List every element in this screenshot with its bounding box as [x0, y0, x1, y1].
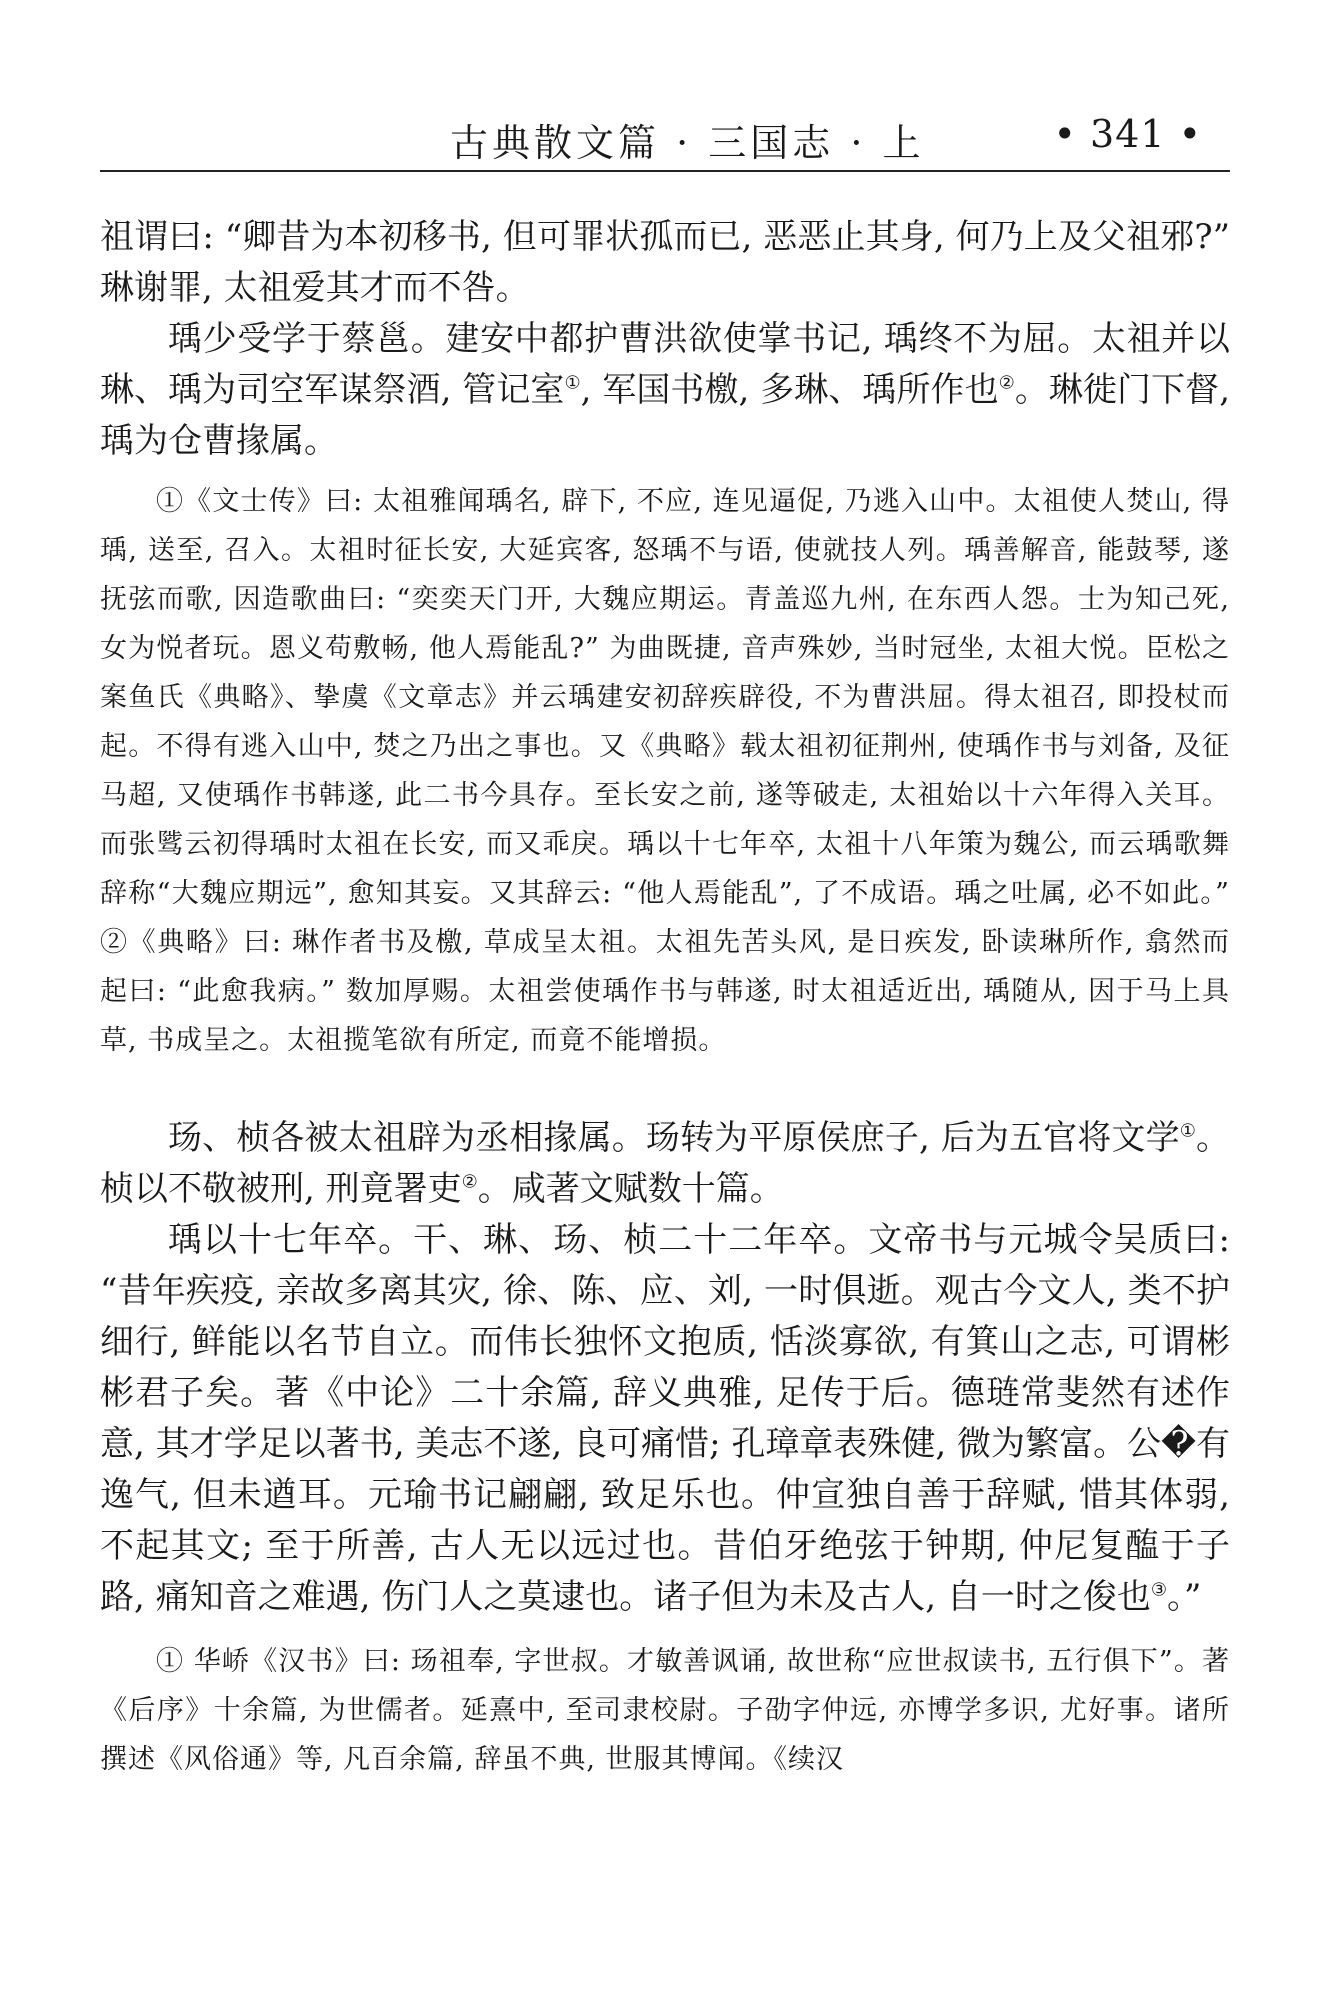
body-paragraph — [100, 1215, 1230, 1623]
body-text: 瑀以十七年卒。干、琳、玚、桢二十二年卒。文帝书与元城令吴质曰: “昔年疾疫, 亲故多离其灾, 徐、陈、应、刘, 一时俱逝。观古今文人, 类不护细行, 鲜能以名节自立。而伟长独怀文抱质, 恬淡寡欲, 有箕山之志, 可谓彬彬君子矣。著《中论》二十余篇, 辞义典雅, 足传于后。德琏常斐然有述作意, 其才学足以著书, 美志不遂, 良可痛惜; 孔璋章表殊健, 微为繁富。公�有逸气, 但未遒耳。元瑜书记翩翩, 致足乐也。仲宣独自善于辞赋, 惜其体弱, 不起其文; 至于所善, 古人无以远过也。昔伯牙绝弦于钟期, 仲尼复醢于子路, 痛知音之难遇, 伤门人之莫逮也。诸子但为未及古人, 自一时之俊也 — [100, 1220, 1230, 1617]
body-text: 。桢以不敬被刑, 刑竟署吏 — [100, 1118, 1230, 1209]
annotation-block — [100, 1637, 1230, 1784]
footnote-marker: ① — [1179, 1120, 1196, 1142]
body-text: 。咸著文赋数十篇。 — [477, 1169, 784, 1209]
footnote-marker: ③ — [1150, 1579, 1167, 1601]
body-text: 。琳徙门下督, 瑀为仓曹掾属。 — [100, 370, 1231, 461]
footnote-marker: ② — [998, 372, 1015, 394]
body-text: , 军国书檄, 多琳、瑀所作也 — [580, 370, 999, 410]
page-body — [100, 212, 1230, 1784]
body-text: 玚、桢各被太祖辟为丞相掾属。玚转为平原侯庶子, 后为五官将文学 — [168, 1118, 1180, 1158]
body-paragraph — [100, 314, 1230, 467]
page-number: • 341 • — [1053, 112, 1202, 156]
annotation-paragraph: ① 华峤《汉书》曰: 玚祖奉, 字世叔。才敏善讽诵, 故世称“应世叔读书, 五行俱下”。著《后序》十余篇, 为世儒者。延熹中, 至司隶校尉。子劭字仲远, 亦博学多识, 尤好事。诸所撰述《风俗通》等, 凡百余篇, 辞虽不典, 世服其博闻。《续汉 — [100, 1646, 1230, 1775]
running-header — [100, 112, 1230, 168]
body-text: 瑀少受学于蔡邕。建安中都护曹洪欲使掌书记, 瑀终不为屈。太祖并以琳、瑀为司空军谋祭酒, 管记室 — [100, 319, 1230, 410]
body-text: 。” — [1166, 1577, 1202, 1617]
section-gap — [100, 1065, 1230, 1113]
annotation-paragraph: ①《文士传》曰: 太祖雅闻瑀名, 辟下, 不应, 连见逼促, 乃逃入山中。太祖使人焚山, 得瑀, 送至, 召入。太祖时征长安, 大延宾客, 怒瑀不与语, 使就技人列。瑀善解音, 能鼓琴, 遂抚弦而歌, 因造歌曲曰: “奕奕天门开, 大魏应期运。青盖巡九州, 在东西人怨。士为知己死, 女为悦者玩。恩义苟敷畅, 他人焉能乱?” 为曲既捷, 音声殊妙, 当时冠坐, 太祖大悦。臣松之案鱼氏《典略》、挚虞《文章志》并云瑀建安初辞疾辟役, 不为曹洪屈。得太祖召, 即投杖而起。不得有逃入山中, 焚之乃出之事也。又《典略》载太祖初征荆州, 使瑀作书与刘备, 及征马超, 又使瑀作书韩遂, 此二书今具存。至长安之前, 遂等破走, 太祖始以十六年得入关耳。而张骘云初得瑀时太祖在长安, 而又乖戾。瑀以十七年卒, 太祖十八年策为魏公, 而云瑀歌舞辞称“大魏应期远”, 愈知其妄。又其辞云: “他人焉能乱”, 了不成语。瑀之吐属, 必不如此。” ②《典略》曰: 琳作者书及檄, 草成呈太祖。太祖先苦头风, 是日疾发, 卧读琳所作, 翕然而起曰: “此愈我病。” 数加厚赐。太祖尝使瑀作书与韩遂, 时太祖适近出, 瑀随从, 因于马上具草, 书成呈之。太祖揽笔欲有所定, 而竟不能增损。 — [100, 486, 1230, 1056]
body-paragraph: 祖谓曰: “卿昔为本初移书, 但可罪状孤而已, 恶恶止其身, 何乃上及父祖邪?” 琳谢罪, 太祖爱其才而不咎。 — [100, 217, 1230, 308]
body-paragraph — [100, 1113, 1230, 1215]
running-title: 古典散文篇 · 三国志 · 上 — [450, 121, 925, 165]
annotation-block — [100, 477, 1230, 1065]
footnote-marker: ② — [461, 1171, 478, 1193]
footnote-marker: ① — [564, 372, 581, 394]
header-rule — [100, 170, 1230, 172]
section-gap — [100, 1623, 1230, 1627]
